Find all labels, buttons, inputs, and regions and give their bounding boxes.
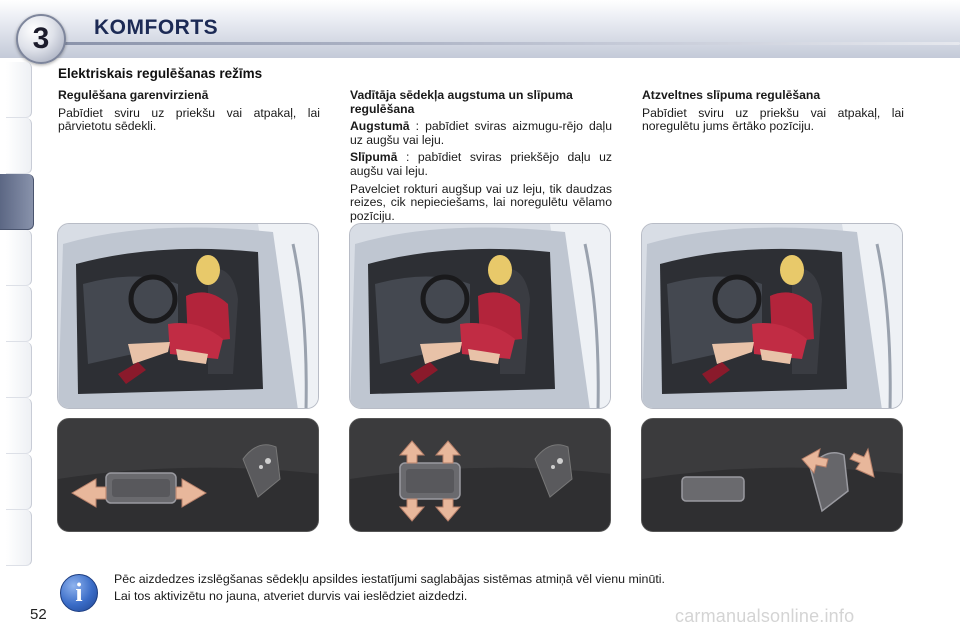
chapter-title: KOMFORTS [94, 16, 219, 39]
column-paragraph: Slīpumā : pabīdiet sviras priekšējo daļu uz augšu vai leju. [350, 150, 612, 178]
column-heading: Vadītāja sēdekļa augstuma un slīpuma regulēšana [350, 88, 573, 116]
column-height-tilt [350, 89, 612, 227]
chapter-tab-7[interactable] [6, 398, 32, 454]
info-note [114, 571, 914, 605]
info-note-line-2: Lai tos aktivizētu no jauna, atveriet durvis vai ieslēdziet aizdedzi. [114, 589, 468, 603]
column-paragraph: Pabīdiet sviru uz priekšu vai atpakaļ, lai pārvietotu sēdekli. [58, 105, 320, 134]
header-rule [60, 42, 960, 45]
chapter-tab-2[interactable] [6, 118, 32, 174]
column-backrest [642, 89, 904, 138]
chapter-tab-8[interactable] [6, 454, 32, 510]
column-paragraph: Pavelciet rokturi augšup vai uz leju, tik daudzas reizes, cik nepieciešams, lai noregulētu vēlamo pozīciju. [350, 181, 612, 223]
chapter-tab-1[interactable] [6, 62, 32, 118]
chapter-tab-4[interactable] [6, 230, 32, 286]
driver-seat-photo-1 [57, 223, 319, 409]
chapter-tab-6[interactable] [6, 342, 32, 398]
info-icon: i [60, 574, 98, 612]
column-paragraph: Augstumā : pabīdiet sviras aizmugu-rējo daļu uz augšu vai leju. [350, 119, 612, 147]
column-heading: Regulēšana garenvirzienā [58, 88, 209, 102]
section-title: Elektriskais regulēšanas režīms [58, 66, 263, 81]
chapter-number-badge: 3 [16, 14, 66, 64]
chapter-tab-5[interactable] [6, 286, 32, 342]
seat-control-panel-height-tilt [349, 418, 611, 532]
column-heading: Atzveltnes slīpuma regulēšana [642, 88, 821, 102]
chapter-tab-strip [0, 62, 34, 576]
watermark: carmanualsonline.info [675, 606, 855, 626]
seat-control-panel-longitudinal [57, 418, 319, 532]
seat-control-panel-backrest [641, 418, 903, 532]
chapter-tab-9[interactable] [6, 510, 32, 566]
info-note-line-1: Pēc aizdedzes izslēgšanas sēdekļu apsildes iestatījumi saglabājas sistēmas atmiņā vēl vienu minūti. [114, 572, 665, 586]
driver-seat-photo-2 [349, 223, 611, 409]
driver-seat-photo-3 [641, 223, 903, 409]
chapter-tab-3-active[interactable] [0, 174, 34, 230]
page-number: 52 [30, 606, 47, 623]
column-paragraph: Pabīdiet sviru uz priekšu vai atpakaļ, lai noregulētu jums ērtāko pozīciju. [642, 105, 904, 134]
column-longitudinal [58, 89, 320, 138]
